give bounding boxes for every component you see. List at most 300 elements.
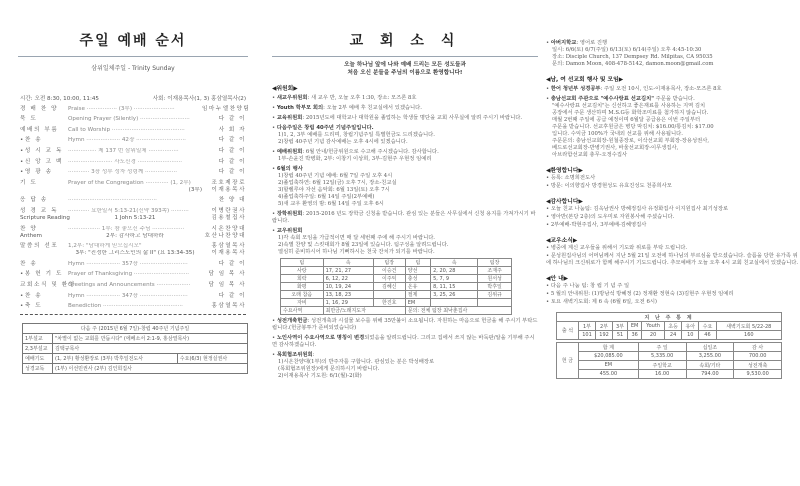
worship-order-item: [20, 243, 246, 257]
attendance-label: 출 석: [557, 322, 579, 340]
item-line: 1)시온찬양대(1부)의 반주자를 구합니다. 관심있는 분은 박성배장로: [278, 359, 435, 365]
table-header: 팀: [405, 259, 430, 267]
order-row: [20, 208, 246, 215]
bullet-icon: •: [272, 228, 277, 234]
order-row-2: [20, 187, 246, 194]
worship-order-item: [20, 127, 246, 134]
news-item: [272, 352, 538, 380]
news-item: [272, 105, 538, 112]
order-label: •찬 송: [20, 292, 43, 299]
order-leader: 다 같 이: [218, 137, 246, 144]
bullet-icon: •: [546, 183, 551, 189]
attendance-value: 10: [682, 331, 699, 340]
item-line: 5)새 교우 환영의 밤: 6월 14일 주일 오후 6시: [278, 201, 384, 207]
worship-order-item: [20, 105, 251, 113]
order-row: [20, 180, 246, 187]
bullet-icon: •: [546, 96, 551, 102]
order-label: 말씀의 선포: [20, 243, 59, 250]
item-line: 문의: Damon Moon, 408-478-5142, damon.moon@gmail.com: [552, 61, 714, 67]
item-line: 1)각 속회 모임을 가급적이면 매 달 세번째 주에 해 주시기 바랍니다.: [278, 235, 435, 241]
table-cell: 화평: [281, 283, 324, 291]
news-item: [272, 318, 538, 332]
item-line: 주문을 받습니다. 선교후원금은 병당 막김치: $16.00/통김치: $17.00: [552, 124, 714, 130]
news-item: [272, 125, 538, 146]
attendance-header: 3부: [613, 322, 628, 331]
worship-order-item: [20, 159, 246, 166]
order-label: 기 도: [20, 179, 38, 186]
news-title: 교 회 소 식: [349, 33, 461, 49]
item-title: 다음주일은 창립 40주년 기념주일입니다.: [276, 125, 374, 131]
row-label: 성경교독: [23, 364, 53, 374]
attendance-value: 46: [699, 331, 716, 340]
worship-order-item: [20, 293, 246, 300]
table-cell: 희락: [281, 275, 324, 283]
item-title: Youth 학부모 회의: [276, 105, 324, 111]
footer-right: 문의: 전체 팀장 최낙춘집사: [405, 307, 511, 315]
list-item: [546, 299, 800, 306]
item-line: 장소: Disciple Church, 137 Dempsey Rd. Milpitas, CA 95035: [552, 54, 713, 60]
order-detail: ············ 요한일서 5:13-21(신약 393쪽) ··········: [68, 207, 189, 214]
item-title: 아버지학교: [550, 40, 577, 46]
offering-value: 794.00: [686, 370, 734, 379]
bullet-icon: •: [272, 352, 277, 358]
order-leader: 다 같 이: [218, 260, 246, 267]
order-label: •봉 헌 기 도: [20, 271, 64, 278]
table-cell: 양선: [405, 267, 430, 275]
bullet-icon: •: [546, 283, 551, 289]
table-header: 팀: [281, 259, 324, 267]
worship-order-item: [20, 282, 246, 289]
welcome-message: [272, 61, 538, 77]
item-text: :: [312, 352, 315, 358]
attendance-header: 1부: [579, 322, 596, 331]
offering-value: 455.00: [579, 370, 639, 379]
mission-items: [546, 86, 800, 159]
row-value: (1부) 이선민권사 (2부) 김인희집사: [53, 364, 248, 374]
item-line: 2)졸업축하연: 6월 12일(금) 오후 7시, 장소-친교실: [278, 180, 397, 186]
table-cell: 8, 11, 15: [431, 283, 478, 291]
table-cell: 6, 12, 22: [323, 275, 373, 283]
order-detail: Hymn ··················· 347장 ···························: [68, 292, 188, 299]
worship-order-item: [20, 226, 246, 240]
list-item: [546, 291, 800, 298]
notice-items: [546, 283, 800, 306]
table-cell: 충성: [405, 275, 430, 283]
attendance-value: 51: [613, 331, 628, 340]
order-detail: Benediction ·············································: [68, 303, 183, 310]
title-divider: [272, 56, 538, 57]
offering-value: 700.00: [734, 352, 782, 361]
list-item: [546, 175, 800, 182]
attendance-header: EM: [628, 322, 642, 331]
order-row: [20, 127, 246, 134]
table-row: [23, 354, 248, 364]
table-cell: EM: [405, 299, 430, 307]
order-detail: Greetings and Announcements ···················: [68, 281, 191, 288]
order-row: [20, 271, 246, 278]
order-leader: 임마누엘찬양팀: [202, 105, 251, 112]
order-leader: 다 같 이: [218, 116, 246, 123]
table-header: 팀장: [478, 259, 512, 267]
worship-order-item: [20, 137, 246, 144]
welcome-heading: ◀환영합니다▶: [546, 168, 583, 174]
bullet-icon: •: [546, 222, 551, 228]
order-row: [20, 261, 246, 268]
attendance-header: 유아: [682, 322, 699, 331]
item-text: 방문: 이의향집사 방경현성도 유효진성도 천종희사모: [550, 183, 672, 189]
list-item: [546, 206, 800, 213]
footer-left: 최만금/노래지도자: [323, 307, 405, 315]
order-row: [20, 159, 246, 166]
offering-value: 3,255.00: [686, 352, 734, 361]
order-label: 경 배 찬 양: [20, 105, 59, 112]
order-label-2: Anthem: [20, 232, 43, 239]
order-label: •축 도: [20, 303, 43, 310]
welcome-line: 처음 오신 분들을 주님의 이름으로 환영합니다!: [347, 70, 463, 76]
bullet-icon: •: [546, 214, 551, 220]
order-row: [20, 169, 246, 176]
order-row: [20, 116, 246, 123]
attendance-header: 수요: [699, 322, 716, 331]
bullet-icon: •: [272, 149, 277, 155]
offering-header: 성전개축: [734, 361, 782, 370]
offering-header: 주일학교: [638, 361, 686, 370]
next-week-header: 다음 주 (2015년 6월 7일)-창립 40주년 기념주일: [23, 324, 248, 334]
item-title: 한어 청년부 성경공부: [550, 86, 601, 92]
order-leader: 사 회 자: [218, 126, 246, 133]
order-leader-2: 이재용목사: [211, 250, 246, 257]
table-cell: 이승건: [373, 267, 405, 275]
table-row: [281, 307, 512, 315]
title-divider: [18, 56, 248, 57]
item-line: 일시: 6/6(토) 6/7(주일) 6/13(토) 6/14(주일) 오후 4:45-10:30: [552, 47, 702, 53]
worship-title: 주일 예배 순서: [79, 33, 187, 49]
item-title: 성전개축헌금: [276, 318, 308, 324]
item-text: : 주일 오전 10시, 인도-이재용목사, 장소-모즈론 8호: [600, 86, 722, 92]
item-line: 4)졸업축하주일: 6월 14일 주일(2부예배): [278, 194, 375, 200]
order-detail-2: 2부: 감사하고 담대하라: [106, 232, 164, 239]
order-label: 응 답 송: [20, 197, 48, 204]
order-leader: 다 같 이: [218, 158, 246, 165]
item-line: 베드로선교회장-반병기권사, 바울선교회장-이무생집사,: [552, 145, 679, 151]
item-text: 토요 새벽기도회: 제 6 속 (6월 6일, 오전 6시): [550, 299, 657, 305]
item-text: 오늘 친교 나눔팀: 김옥남권사 방혜정집사 유정화집사 이지원집사 최기성장로: [550, 206, 729, 212]
item-title: 목회협조위원회: [276, 352, 313, 358]
team-table: [280, 258, 512, 315]
church-news-column: [272, 0, 538, 486]
committee-heading: ◀위원회▶: [272, 86, 298, 92]
item-line: 2)이재용목사 기도원: 6/1(월)-2(화): [278, 373, 362, 379]
table-cell: 3, 25, 26: [431, 291, 478, 299]
row-label: 1부설교: [23, 334, 53, 344]
bullet-icon: •: [272, 335, 277, 341]
table-cell: [478, 299, 512, 307]
table-cell: 2, 20, 28: [431, 267, 478, 275]
table-row: [23, 364, 248, 374]
news-item: [272, 228, 538, 256]
order-detail: Prayer of the Congregation ············· (1, 2부): [68, 179, 191, 186]
bullet-icon: •: [272, 318, 277, 324]
item-line: 1)1, 2, 3부 예배를 드리며, 창립기념주일 특별헌금도 드리겠습니다.: [278, 132, 435, 138]
order-label: •성 시 교 독: [20, 147, 64, 154]
table-row: [281, 291, 512, 299]
news-item: [272, 115, 538, 122]
order-leader: 홍삼열목사: [211, 303, 246, 310]
item-line: 아브라함선교회 총무-오정수집사: [552, 152, 628, 158]
item-text: 등록: 소명희전도사: [550, 175, 596, 181]
order-row: [20, 148, 246, 155]
attendance-header: Youth: [642, 322, 665, 331]
item-title: 충남선교회 주관으로 "예수사랑표 선교김치": [550, 96, 654, 102]
order-detail: ············ 3장 성부 성자 성령께 ··················: [68, 169, 178, 176]
item-text: 주문을 받습니다.: [653, 96, 695, 102]
item-line: 공장에서 주문 생산하며 M.S.G등 화학조미료를 첨가하지 않습니다.: [552, 110, 709, 116]
table-cell: 5, 7, 9: [431, 275, 478, 283]
thanks-heading: ◀감사합니다▶: [546, 199, 583, 205]
order-row-2: [20, 215, 246, 222]
table-cell: [373, 291, 405, 299]
item-text: : 오늘 2부 예배 후 친교실에서 있겠습니다.: [323, 105, 422, 111]
table-cell: 박후일: [478, 283, 512, 291]
order-leader: 홍삼열목사: [211, 243, 246, 250]
next-week-table: [22, 323, 248, 374]
bullet-icon: •: [546, 175, 551, 181]
item-text: 5 월의 안내위원: (1)방남석 방혜정 (2) 정재환 정현숙 (3)김현주 우현정 임예리: [550, 291, 734, 297]
table-cell: 1, 16, 29: [323, 299, 373, 307]
item-text: 다음 주 나눔 팀: 창 립 기 념 주 일: [550, 283, 630, 289]
worship-order-item: [20, 261, 246, 268]
order-row-2: [20, 233, 246, 240]
attendance-value: 20: [642, 331, 665, 340]
order-row: [20, 137, 246, 144]
order-detail: ·················· 1부: 참 좋으신 주님 ··················: [68, 225, 185, 232]
dashed-divider: [20, 314, 246, 315]
order-label: •영 광 송: [20, 169, 53, 176]
attendance-value: 101: [579, 331, 596, 340]
item-line: 매월 2번째 주일에 공급 예정이며 6월달 공급용은 이번 주일부터: [552, 117, 701, 123]
item-line: (목회협조위원장)에게 문의하시기 바랍니다.: [278, 366, 380, 372]
bullet-icon: •: [546, 299, 551, 305]
thanks-items: [546, 206, 800, 229]
offering-value: 9,530.00: [734, 370, 782, 379]
service-host: 사회: 이재용목사(1, 3) 홍삼열목사(2): [152, 96, 246, 102]
table-cell: 10, 19, 24: [323, 283, 373, 291]
row-value: 김택규목사: [53, 344, 248, 354]
offering-header: 십일조: [686, 343, 734, 352]
bullet-icon: •: [272, 211, 277, 217]
order-leader: 이병란권사: [211, 207, 246, 214]
item-line: 2)속별 찬양 및 스킷대회가 8월 23일에 있습니다. 팀구성을 알려드립니다.: [278, 242, 449, 248]
attendance-value: 24: [664, 331, 681, 340]
table-cell: 조재주: [478, 267, 512, 275]
mission-heading: ◀남, 여 선교회 행사 및 모임▶: [546, 77, 624, 83]
offering-header: 감 사: [734, 343, 782, 352]
attendance-value: 36: [628, 331, 642, 340]
order-label: 예배의 부름: [20, 126, 59, 133]
bullet-icon: •: [546, 86, 551, 92]
order-leader-2: 이재용목사: [211, 186, 246, 193]
order-row: [20, 226, 246, 233]
news-item: [546, 96, 800, 159]
order-detail: Hymn ··················· 357장 ···························: [68, 260, 188, 267]
worship-order-item: [20, 271, 246, 278]
order-detail: ··················································: [68, 197, 157, 204]
item-text: 되었음을 알려드립니다. 그리고 집에서 쓰지 않는 바둑판/알을 기부해 주시면 감사하겠습니다.: [272, 335, 535, 348]
item-title: 노인사역이 수요사역으로 명칭이 변경: [276, 335, 365, 341]
offering-value: 5,335.00: [638, 352, 686, 361]
item-title: 장학위원회: [276, 211, 303, 217]
order-leader: 담 임 목 사: [208, 281, 246, 288]
offering-header: 주 일: [638, 343, 686, 352]
bullet-icon: •: [272, 166, 277, 172]
service-time-row: [20, 94, 246, 102]
item-text: 영아반(본당 2층)의 도우미로 자원봉사해 주셨습니다.: [550, 214, 675, 220]
row-label: 2,3부설교: [23, 344, 53, 354]
stats-title: 지 난 주 통 계: [557, 313, 782, 322]
order-row: [20, 303, 246, 310]
attendance-header: 새벽기도회 5/22-28: [716, 322, 781, 331]
order-label: 찬 송: [20, 260, 38, 267]
row-label: 예배기도: [23, 354, 53, 364]
item-line: 입니다. 수익금 100%가 국내외 선교를 위해 사용됩니다.: [552, 131, 683, 137]
item-line: 열심히 준비하시어 하나님 기뻐하시는 천국 잔치가 되기를 바랍니다.: [278, 249, 435, 255]
table-cell: 17, 21, 27: [323, 267, 373, 275]
table-cell: 오래 참음: [281, 291, 324, 299]
item-text: : 6월 안내/헌금위원으로 수고해 주시겠습니다. 감사합니다.: [302, 149, 439, 155]
table-cell: 김위규: [478, 291, 512, 299]
order-leader: 시온찬양대: [211, 225, 246, 232]
table-cell: 자비: [281, 299, 324, 307]
order-detail: 1,2부: "담대하게 믿으십시오": [68, 243, 142, 250]
table-cell: 원서성: [478, 275, 512, 283]
worship-subtitle: 삼위일체주일 - Trinity Sunday: [91, 65, 175, 72]
row-value: (1, 2부) 황성환장로 (3부) 박후일전도사: [53, 354, 178, 364]
row-value: "차별이 없는 교회를 만듭시다" (에베소서 2:1-9, 홍삼열목사): [53, 334, 248, 344]
worship-order-item: [20, 180, 246, 194]
bullet-icon: •: [546, 291, 551, 297]
order-detail: Praise ················· (3부) ·······················: [68, 105, 175, 112]
order-leader: 다 같 이: [218, 147, 246, 154]
order-detail: Call to Worship ·········································: [68, 126, 185, 133]
bullet-icon: •: [546, 253, 551, 259]
table-cell: 온유: [405, 283, 430, 291]
table-cell: 한진호: [373, 299, 405, 307]
table-cell: 김혜신: [373, 283, 405, 291]
worship-order-item: [20, 208, 246, 222]
item-text: : 성전개축과 시설물 보수를 위해 35만불이 소요됩니다. 자원하는 마음으로 헌금을 해 주시기 부탁드립니다.(헌금봉투가 준비되었습니다): [272, 318, 538, 331]
order-label: 묵 도: [20, 116, 38, 123]
item-text: 병중에 계신 교우들을 위해서 기도와 위로를 부탁 드립니다.: [550, 245, 688, 251]
order-detail-2: (3부): [188, 186, 202, 193]
order-leader: 담 임 목 사: [208, 271, 246, 278]
order-row-2: [20, 250, 246, 257]
table-cell: 13, 18, 23: [323, 291, 373, 299]
order-detail: Hymn ··················· 42장 ····························: [68, 137, 186, 144]
attendance-stats-table: [556, 312, 782, 340]
item-text: : 영어로 진행: [576, 40, 608, 46]
order-leader: 조호제장로: [211, 179, 246, 186]
item-line: 주문문의: 충남선교회장-원철종장로, 이삭선교회 부회장-장용성권사,: [552, 138, 710, 144]
worship-order-item: [20, 169, 246, 176]
item-line: "예수사랑표 선교김치"는 신선하고 좋은재료를 사용하는 지역 김치: [552, 103, 706, 109]
news-item: [272, 166, 538, 208]
table-header: 속: [323, 259, 373, 267]
news-item: [272, 211, 538, 225]
bullet-icon: •: [546, 245, 551, 251]
table-cell: 이주익: [373, 275, 405, 283]
table-header: 팀장: [373, 259, 405, 267]
item-title: 교육위원회: [276, 115, 303, 121]
worship-order-column: [0, 0, 266, 486]
offering-header: EM: [579, 361, 639, 370]
item-title: 6월의 행사: [276, 166, 303, 172]
order-detail: Prayer of Thanksgiving ·······························: [68, 271, 190, 278]
bullet-icon: •: [272, 95, 277, 101]
order-label: •찬 송: [20, 137, 43, 144]
order-detail-2: 3부: "진정한 그리스도인의 삶 II" (요 13:34-35): [75, 250, 195, 257]
attendance-header: 초등: [664, 322, 681, 331]
item-line: 1)창립 40주년 기념 예배: 6월 7일 주일 오후 4시: [278, 173, 393, 179]
bullet-icon: •: [272, 125, 277, 131]
footer-label: 수요사역: [281, 307, 324, 315]
members-heading: ◀교우소식▶: [546, 238, 578, 244]
table-header: 속: [431, 259, 478, 267]
announcements-column: [546, 0, 800, 486]
list-item: [546, 253, 800, 267]
table-row: [281, 275, 512, 283]
worship-order-item: [20, 116, 246, 123]
attendance-value: 192: [596, 331, 613, 340]
list-item: [546, 245, 800, 252]
item-title: 예배위원회: [276, 149, 303, 155]
order-row: [20, 105, 251, 113]
table-row: [281, 299, 512, 307]
list-item: [546, 183, 800, 190]
news-items: [272, 95, 538, 256]
item-text: 문성원집사님의 어머님께서 지난 5월 21일 오전에 하나님의 부르심을 받으셨습니다. 슬픔을 당한 유가족 위에 하나님의 크신위로가 함께 해주시기 기도드립니다. 추모예배가 오늘 오후 4시 교회 친교실에서 있겠습니다.: [546, 253, 799, 266]
order-leader-2: 김용철집사: [211, 214, 246, 221]
offering-value: $20,085.00: [579, 352, 639, 361]
bullet-icon: •: [546, 206, 551, 212]
worship-order-item: [20, 197, 246, 204]
offering-value: 16.00: [638, 370, 686, 379]
bullet-icon: •: [546, 40, 551, 46]
item-text: 2부예배-박현주집사, 3부예배-김혜영집사: [550, 222, 647, 228]
item-line: 1부-손윤진 박병화, 2부: 이창기 이상희, 3부-김현주 우현정 임예리: [278, 156, 432, 162]
item-text: : 2015년도에 대학교나 대학원을 졸업하는 학생들 명단을 교회 사무실에 알려 주시기 바랍니다.: [302, 115, 523, 121]
order-leader-2: 호산나찬양대: [204, 232, 246, 239]
service-time: 시간: 오전 8:30, 10:00, 11:45: [20, 96, 99, 102]
table-header-row: [281, 259, 512, 267]
order-detail: ················ 제 137 번 삼위일체 ·················: [68, 147, 179, 154]
bullet-icon: •: [272, 115, 277, 121]
order-leader: 다 같 이: [218, 292, 246, 299]
item-line: 3)할렐루야 자선 음악회: 6월 13일(토) 오후 7시: [278, 187, 390, 193]
news-item: [272, 149, 538, 163]
offering-label: 헌 금: [557, 343, 579, 379]
attendance-header: 2부: [596, 322, 613, 331]
father-school-item: [546, 40, 800, 68]
order-detail: ························· 사도신경 ·························: [68, 158, 183, 165]
table-row: [23, 344, 248, 354]
order-label: 교회소식 및 환영: [20, 281, 76, 288]
item-title: 새교우위원회: [276, 95, 308, 101]
worship-order-item: [20, 303, 246, 310]
list-item: [546, 283, 800, 290]
members-items: [546, 245, 800, 267]
order-row: [20, 282, 246, 289]
news-item: [272, 95, 538, 102]
